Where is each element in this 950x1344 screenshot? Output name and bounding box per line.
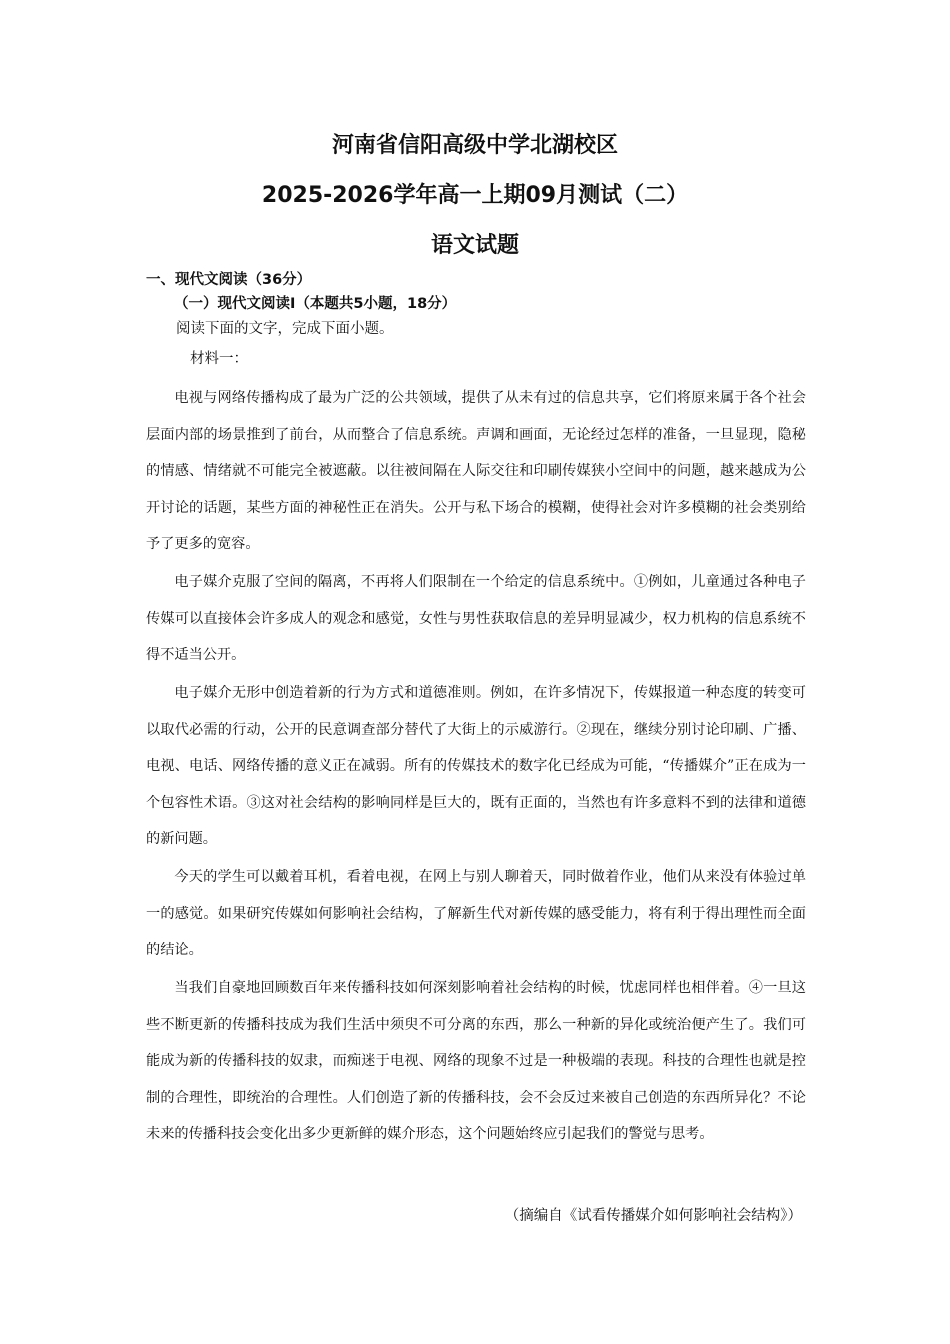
- section-heading: 一、现代文阅读（36分）: [146, 272, 312, 288]
- source-citation: （摘编自《试看传播媒介如何影响社会结构》）: [504, 1208, 802, 1224]
- school-title: 河南省信阳高级中学北湖校区: [331, 133, 618, 158]
- subject-title: 语文试题: [430, 233, 519, 258]
- passage-paragraph: 当我们自豪地回顾数百年来传播科技如何深刻影响着社会结构的时候，忧虑同样也相伴着。④一旦这些不断更新的传播科技成为我们生活中须臾不可分离的东西，那么一种新的异化或统治便产生了。我们可能成为新的传播科技的奴隶，而痴迷于电视、网络的现象不过是一种极端的表现。科技的合理性也就是控制的合理性，即统治的合理性。人们创造了新的传播科技，会不会反过来被自己创造的东西所异化？不论未来的传播科技会变化出多少更新鲜的媒介形态，这个问题始终应引起我们的警觉与思考。: [146, 980, 806, 1142]
- reading-instruction: 阅读下面的文字，完成下面小题。: [176, 321, 394, 337]
- passage-body: [146, 380, 806, 1154]
- material-label: 材料一：: [190, 351, 248, 367]
- exam-title: 2025-2026学年高一上期09月测试（二）: [261, 183, 689, 208]
- passage-paragraph: 电子媒介克服了空间的隔离，不再将人们限制在一个给定的信息系统中。①例如，儿童通过各种电子传媒可以直接体会许多成人的观念和感觉，女性与男性获取信息的差异明显减少，权力机构的信息系统不得不适当公开。: [146, 574, 806, 663]
- passage-paragraph: 电视与网络传播构成了最为广泛的公共领域，提供了从未有过的信息共享，它们将原来属于各个社会层面内部的场景推到了前台，从而整合了信息系统。声调和画面，无论经过怎样的准备，一旦显现，隐秘的情感、情绪就不可能完全被遮蔽。以往被间隔在人际交往和印刷传媒狭小空间中的问题，越来越成为公开讨论的话题，某些方面的神秘性正在消失。公开与私下场合的模糊，使得社会对许多模糊的社会类别给予了更多的宽容。: [146, 390, 806, 552]
- subsection-heading: （一）现代文阅读I（本题共5小题，18分）: [174, 296, 457, 312]
- passage-paragraph: 电子媒介无形中创造着新的行为方式和道德准则。例如，在许多情况下，传媒报道一种态度的转变可以取代必需的行动，公开的民意调查部分替代了大街上的示威游行。②现在，继续分别讨论印刷、广播、电视、电话、网络传播的意义正在减弱。所有的传媒技术的数字化已经成为可能，“传播媒介”正在成为一个包容性术语。③这对社会结构的影响同样是巨大的，既有正面的，当然也有许多意料不到的法律和道德的新问题。: [146, 685, 806, 847]
- passage-paragraph: 今天的学生可以戴着耳机，看着电视，在网上与别人聊着天，同时做着作业，他们从来没有体验过单一的感觉。如果研究传媒如何影响社会结构，了解新生代对新传媒的感受能力，将有利于得出理性而全面的结论。: [146, 869, 806, 958]
